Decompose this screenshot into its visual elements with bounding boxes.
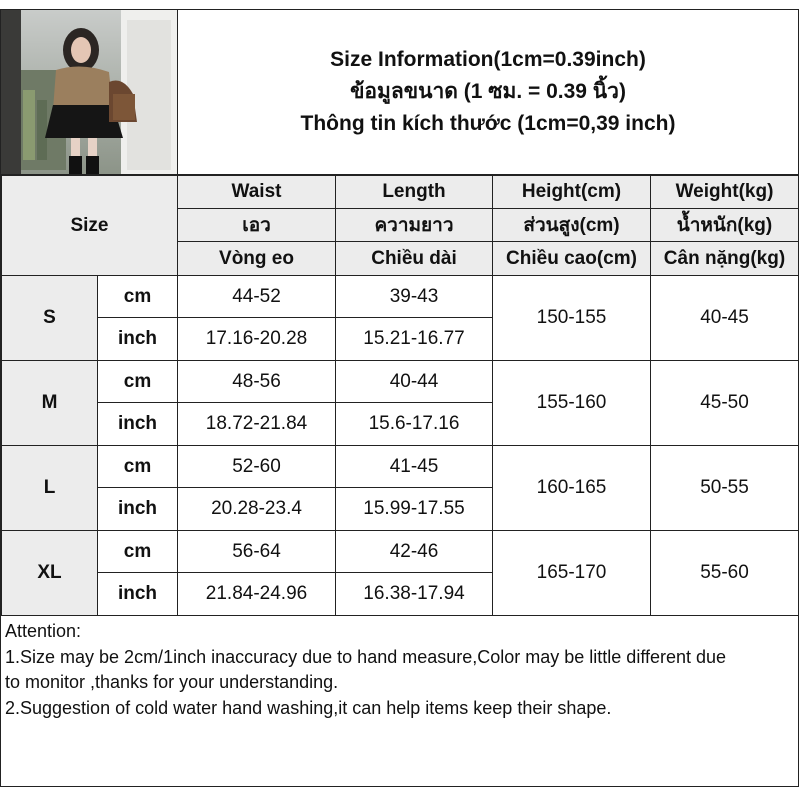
table-row	[2, 531, 799, 573]
length-header-en: Length	[336, 176, 493, 209]
unit-inch: inch	[98, 403, 178, 446]
unit-inch: inch	[98, 573, 178, 616]
title-thai: ข้อมูลขนาด (1 ซม. = 0.39 นิ้ว)	[350, 80, 626, 103]
weight-header-th: น้ำหนัก(kg)	[651, 209, 799, 242]
unit-inch: inch	[98, 488, 178, 531]
header-area	[1, 10, 798, 175]
table-row	[2, 446, 799, 488]
size-label-xl: XL	[2, 531, 98, 616]
height-value: 150-155	[493, 276, 651, 361]
waist-cm: 56-64	[178, 531, 336, 573]
unit-inch: inch	[98, 318, 178, 361]
waist-header-vi: Vòng eo	[178, 242, 336, 276]
size-chart	[0, 9, 799, 787]
waist-cm: 48-56	[178, 361, 336, 403]
weight-value: 50-55	[651, 446, 799, 531]
weight-value: 40-45	[651, 276, 799, 361]
length-header-vi: Chiều dài	[336, 242, 493, 276]
attention-heading: Attention:	[5, 621, 82, 641]
length-header-th: ความยาว	[336, 209, 493, 242]
weight-header-en: Weight(kg)	[651, 176, 799, 209]
title-vietnamese: Thông tin kích thước (1cm=0,39 inch)	[300, 112, 676, 135]
product-photo	[1, 10, 178, 174]
length-cm: 39-43	[336, 276, 493, 318]
table-row	[2, 361, 799, 403]
height-header-en: Height(cm)	[493, 176, 651, 209]
size-label-s: S	[2, 276, 98, 361]
waist-header-en: Waist	[178, 176, 336, 209]
size-label-l: L	[2, 446, 98, 531]
height-header-vi: Chiều cao(cm)	[493, 242, 651, 276]
unit-cm: cm	[98, 531, 178, 573]
length-inch: 15.21-16.77	[336, 318, 493, 361]
title-english: Size Information(1cm=0.39inch)	[330, 48, 646, 71]
length-inch: 15.99-17.55	[336, 488, 493, 531]
height-header-th: ส่วนสูง(cm)	[493, 209, 651, 242]
height-value: 165-170	[493, 531, 651, 616]
size-label-m: M	[2, 361, 98, 446]
length-inch: 15.6-17.16	[336, 403, 493, 446]
note-line-1-continued: to monitor ,thanks for your understanding.	[5, 672, 339, 692]
waist-header-th: เอว	[178, 209, 336, 242]
weight-value: 55-60	[651, 531, 799, 616]
height-value: 160-165	[493, 446, 651, 531]
waist-cm: 44-52	[178, 276, 336, 318]
waist-inch: 18.72-21.84	[178, 403, 336, 446]
attention-notes	[1, 615, 798, 725]
unit-cm: cm	[98, 276, 178, 318]
product-photo-image	[1, 10, 177, 174]
header-row-en	[2, 176, 799, 209]
length-cm: 42-46	[336, 531, 493, 573]
size-table	[1, 175, 799, 616]
unit-cm: cm	[98, 446, 178, 488]
waist-inch: 17.16-20.28	[178, 318, 336, 361]
length-cm: 40-44	[336, 361, 493, 403]
size-header: Size	[2, 176, 178, 276]
weight-header-vi: Cân nặng(kg)	[651, 242, 799, 276]
length-cm: 41-45	[336, 446, 493, 488]
waist-inch: 21.84-24.96	[178, 573, 336, 616]
height-value: 155-160	[493, 361, 651, 446]
note-line-2: 2.Suggestion of cold water hand washing,it can help items keep their shape.	[5, 697, 612, 718]
title-block	[178, 10, 798, 174]
weight-value: 45-50	[651, 361, 799, 446]
waist-inch: 20.28-23.4	[178, 488, 336, 531]
unit-cm: cm	[98, 361, 178, 403]
table-row	[2, 276, 799, 318]
length-inch: 16.38-17.94	[336, 573, 493, 616]
waist-cm: 52-60	[178, 446, 336, 488]
note-line-1: 1.Size may be 2cm/1inch inaccuracy due to hand measure,Color may be little different due	[5, 646, 727, 667]
